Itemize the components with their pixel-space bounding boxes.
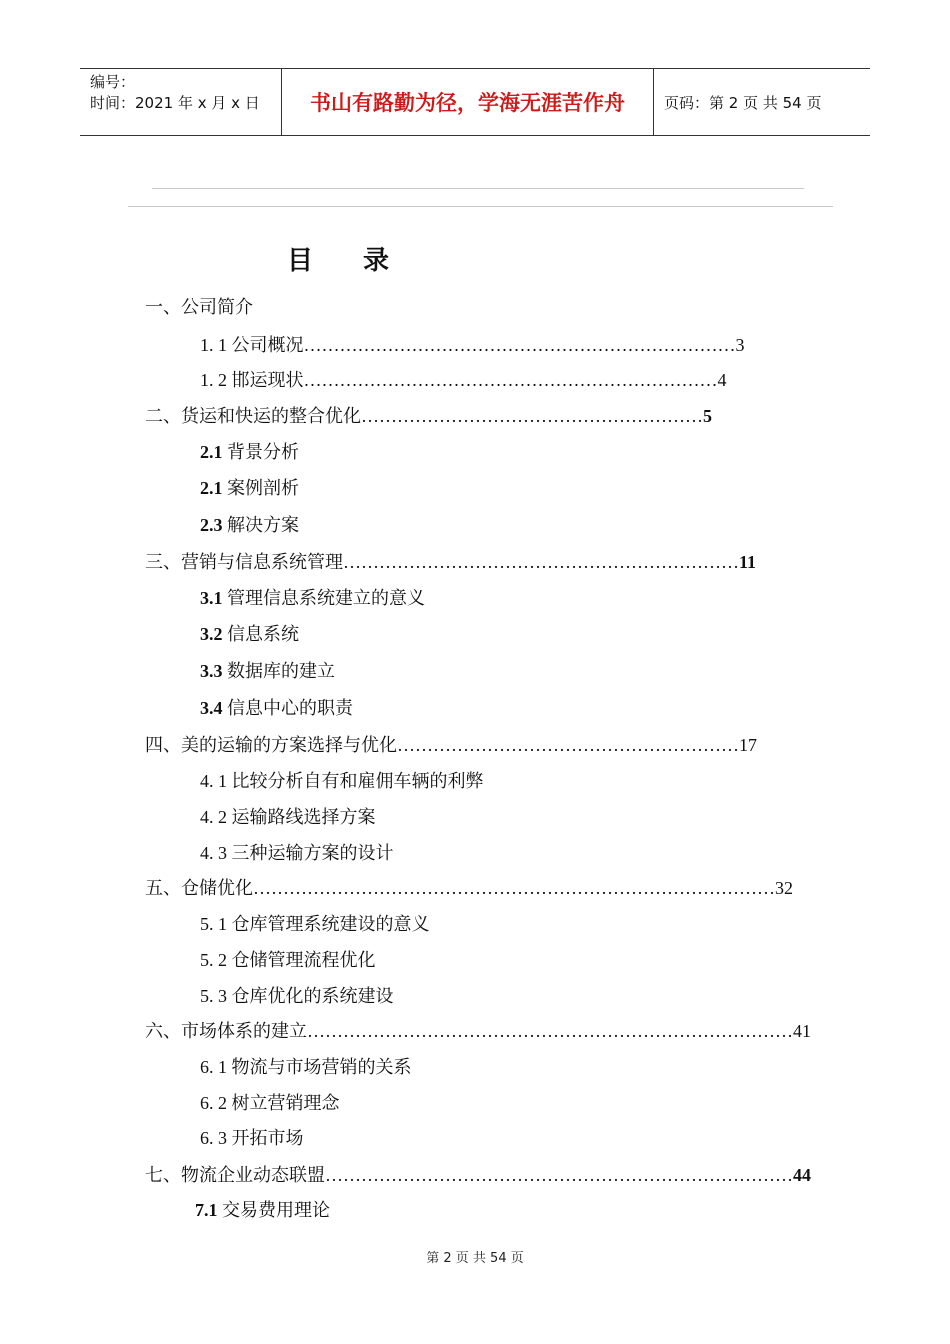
toc-entry[interactable] (200, 659, 335, 684)
toc-entry-text: 货运和快运的整合优化 (181, 406, 361, 427)
toc-page-number: 32 (775, 878, 793, 898)
toc-entry[interactable] (200, 368, 727, 393)
toc-title: 目录 (287, 246, 440, 276)
toc-entry[interactable] (200, 440, 299, 465)
toc-entry[interactable] (200, 984, 394, 1009)
divider-line (128, 206, 833, 207)
header-meta (80, 69, 282, 135)
toc-entry-text: 运输路线选择方案 (231, 807, 376, 828)
toc-entry-number: 2.3 (200, 515, 227, 535)
toc-entry-text: 邯运现状 (231, 370, 304, 391)
toc-leader-dots: ………………………………………………………… (343, 552, 739, 572)
toc-entry[interactable] (200, 1126, 304, 1151)
toc-entry-number: 1. 1 (200, 335, 232, 355)
toc-entry-text: 案例剖析 (227, 478, 299, 499)
toc-entry[interactable] (145, 550, 756, 575)
toc-entry-text: 三种运输方案的设计 (231, 843, 394, 864)
page-footer: 第 2 页 共 54 页 (426, 1251, 524, 1266)
toc-entry[interactable] (145, 1163, 811, 1188)
toc-page-number: 11 (739, 552, 757, 572)
toc-entry-text: 仓库优化的系统建设 (231, 986, 394, 1007)
toc-entry-number: 七、 (145, 1165, 181, 1186)
toc-entry-text: 美的运输的方案选择与优化 (181, 735, 397, 756)
toc-entry[interactable] (200, 622, 299, 647)
toc-entry-number: 5. 3 (200, 986, 232, 1006)
toc-entry-text: 数据库的建立 (227, 661, 335, 682)
toc-entry-number: 2.1 (200, 442, 227, 462)
toc-entry[interactable] (200, 912, 430, 937)
toc-entry-text: 仓储管理流程优化 (231, 950, 376, 971)
toc-entry[interactable] (145, 733, 757, 758)
toc-entry-text: 背景分析 (227, 442, 299, 463)
toc-page-number: 4 (717, 370, 727, 390)
toc-entry-number: 6. 2 (200, 1093, 232, 1113)
toc-entry-number: 3.1 (200, 588, 227, 608)
toc-page-number: 44 (793, 1165, 811, 1185)
header-page-info: 页码：第 2 页 共 54 页 (664, 93, 822, 112)
toc-entry-text: 物流与市场营销的关系 (231, 1057, 412, 1078)
toc-entry-text: 信息系统 (227, 624, 299, 645)
toc-entry[interactable] (145, 1019, 811, 1044)
toc-leader-dots: …………………………………………………………………………… (253, 878, 775, 898)
toc-leader-dots: ……………………………………………………………………… (307, 1021, 793, 1041)
header-motto-cell (282, 69, 654, 135)
toc-entry-number: 3.2 (200, 624, 227, 644)
toc-entry-text: 比较分析自有和雇佣车辆的利弊 (231, 771, 484, 792)
toc-entry-number: 7.1 (195, 1200, 222, 1220)
toc-entry[interactable] (200, 586, 425, 611)
toc-leader-dots: ………………………………………………… (361, 406, 703, 426)
document-number-label: 编号： (90, 73, 136, 91)
toc-entry-text: 公司简介 (181, 297, 253, 318)
toc-entry[interactable] (145, 404, 712, 429)
toc-entry[interactable] (200, 513, 299, 538)
toc-entry[interactable] (200, 1091, 340, 1116)
document-date: 时间：2021 年 x 月 x 日 (90, 94, 260, 112)
toc-entry-number: 1. 2 (200, 370, 232, 390)
toc-entry-number: 4. 1 (200, 771, 232, 791)
toc-entry-number: 六、 (145, 1021, 181, 1042)
toc-entry-number: 4. 2 (200, 807, 232, 827)
toc-entry-number: 一、 (145, 297, 181, 318)
toc-page-number: 41 (793, 1021, 811, 1041)
toc-entry-number: 3.4 (200, 698, 227, 718)
toc-leader-dots: …………………………………………………………………… (325, 1165, 793, 1185)
toc-entry[interactable] (195, 1198, 330, 1223)
toc-entry-number: 4. 3 (200, 843, 232, 863)
toc-entry[interactable] (200, 948, 376, 973)
toc-page-number: 5 (703, 406, 712, 426)
toc-page-number: 3 (735, 335, 745, 355)
toc-entry-number: 6. 3 (200, 1128, 232, 1148)
toc-entry-number: 五、 (145, 878, 181, 899)
toc-entry-number: 四、 (145, 735, 181, 756)
toc-leader-dots: ……………………………………………………………… (303, 335, 736, 355)
toc-entry[interactable] (200, 1055, 412, 1080)
toc-entry[interactable] (200, 333, 745, 358)
toc-leader-dots: ………………………………………………… (397, 735, 739, 755)
toc-entry[interactable] (145, 876, 793, 901)
toc-entry-text: 市场体系的建立 (181, 1021, 307, 1042)
toc-entry[interactable] (200, 476, 299, 501)
toc-entry[interactable] (200, 769, 484, 794)
toc-entry[interactable] (200, 805, 376, 830)
toc-entry-text: 仓储优化 (181, 878, 253, 899)
toc-entry-text: 公司概况 (231, 335, 304, 356)
toc-entry-text: 解决方案 (227, 515, 299, 536)
header-motto: 书山有路勤为径，学海无涯苦作舟 (310, 91, 625, 115)
toc-entry-text: 树立营销理念 (231, 1093, 340, 1114)
toc-entry-text: 管理信息系统建立的意义 (227, 588, 425, 609)
toc-entry-text: 营销与信息系统管理 (181, 552, 343, 573)
toc-entry[interactable] (145, 296, 253, 320)
toc-entry-text: 信息中心的职责 (227, 698, 353, 719)
divider-line (152, 188, 804, 189)
toc-entry[interactable] (200, 841, 394, 866)
toc-entry-number: 二、 (145, 406, 181, 427)
toc-entry-number: 3.3 (200, 661, 227, 681)
toc-entry-number: 6. 1 (200, 1057, 232, 1077)
toc-entry[interactable] (200, 696, 353, 721)
toc-leader-dots: …………………………………………………………… (303, 370, 718, 390)
toc-entry-text: 物流企业动态联盟 (181, 1165, 325, 1186)
toc-entry-number: 5. 1 (200, 914, 232, 934)
toc-entry-text: 交易费用理论 (222, 1200, 330, 1221)
toc-entry-number: 5. 2 (200, 950, 232, 970)
toc-entry-number: 2.1 (200, 478, 227, 498)
toc-page-number: 17 (739, 735, 757, 755)
toc-entry-text: 开拓市场 (231, 1128, 304, 1149)
toc-entry-text: 仓库管理系统建设的意义 (231, 914, 430, 935)
page-header (80, 68, 870, 136)
toc-entry-number: 三、 (145, 552, 181, 573)
